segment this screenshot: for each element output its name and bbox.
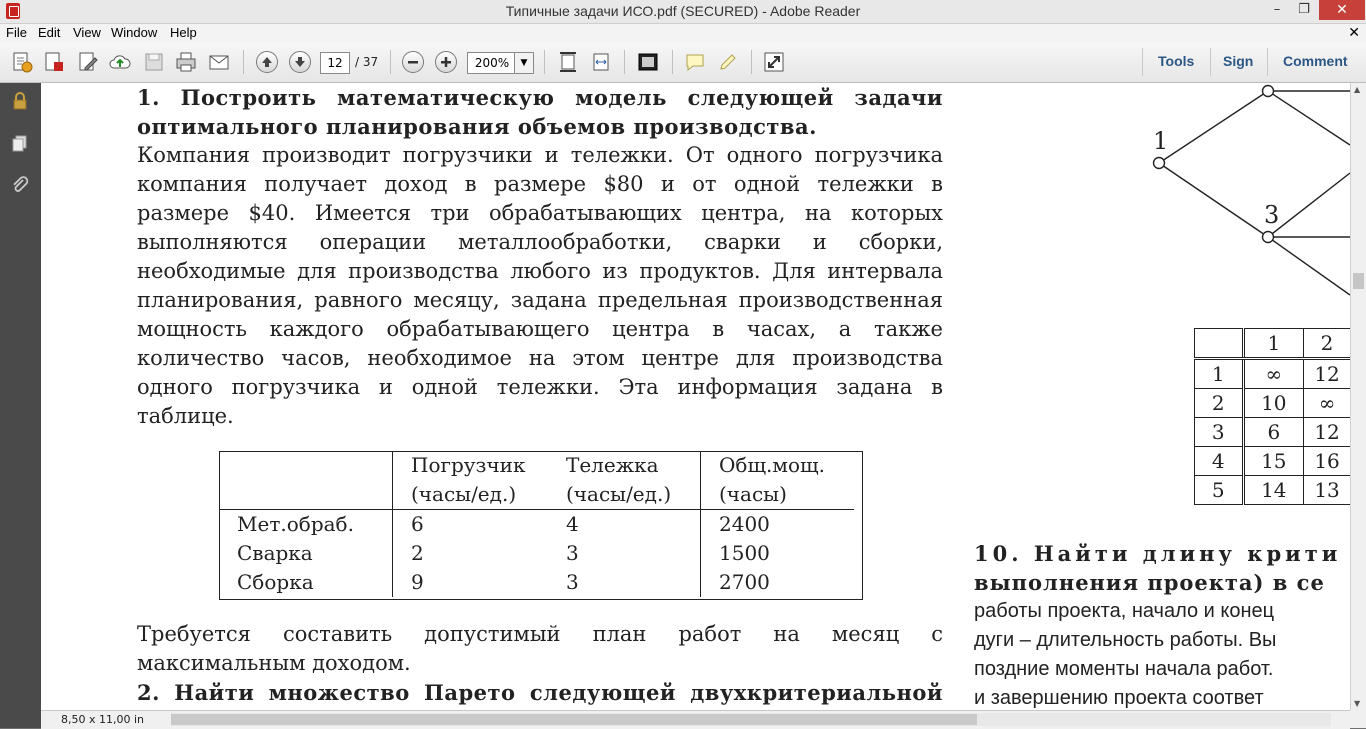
table-cell: Сварка: [219, 539, 393, 568]
menu-bar: [0, 24, 1366, 42]
fit-width-icon[interactable]: [589, 50, 613, 74]
save-icon[interactable]: [142, 50, 166, 74]
table-cell: 1: [1195, 359, 1244, 389]
table-header-cell: Тележка (часы/ед.): [548, 451, 701, 510]
table-cell: 9: [411, 570, 424, 594]
zoom-level-input[interactable]: 200%: [467, 52, 517, 74]
open-file-icon[interactable]: [10, 50, 34, 74]
zoom-out-button[interactable]: [402, 51, 424, 73]
scrollbar-thumb[interactable]: [1353, 273, 1364, 289]
table-cell: 12: [1304, 418, 1350, 447]
table-cell: Сборка: [219, 568, 393, 597]
vertical-scrollbar[interactable]: [1350, 83, 1366, 710]
body-text-line: дуги – длительность работы. Вы: [974, 629, 1277, 651]
table-cell: 4: [548, 510, 701, 540]
table-cell: 3: [548, 539, 701, 568]
table-cell: ∞: [1243, 359, 1304, 389]
toolbar-separator: [243, 50, 244, 74]
body-text-line: Компания производит погрузчики и тележки. От одного погрузчика: [137, 143, 943, 167]
cloud-upload-icon[interactable]: [108, 50, 132, 74]
table-cell: 10: [1243, 389, 1304, 418]
page-size-label: 8,50 x 11,00 in: [61, 713, 145, 726]
toolbar-separator: [390, 50, 391, 74]
scroll-down-icon[interactable]: ▼: [1354, 699, 1361, 708]
toolbar-separator: [1267, 48, 1268, 76]
problem-1-heading-line: 1. Построить математическую модель следующей задачи: [137, 85, 943, 110]
body-text-line: Требуется составить допустимый план работ на месяц с: [137, 622, 943, 646]
body-text-line: мощность каждого обрабатывающего центра в часах, а также: [137, 317, 943, 341]
attachments-icon[interactable]: [10, 175, 30, 195]
body-text-line: максимальным доходом.: [137, 651, 411, 675]
menu-view[interactable]: View: [73, 25, 101, 40]
body-text-line: размере $40. Имеется три обрабатывающих центра, на которых: [137, 201, 943, 225]
table-cell: 4: [1195, 447, 1244, 476]
page-total: / 37: [355, 55, 379, 69]
table-cell: 15: [1243, 447, 1304, 476]
body-text-line: планирования, равного месяцу, задана предельная производственная: [137, 288, 943, 312]
graph-node-label: 3: [1264, 201, 1280, 229]
graph-node-label: 1: [1153, 127, 1169, 155]
table-cell: 2400: [719, 512, 770, 536]
problem-2-heading-line: 2. Найти множество Парето следующей двухкритериальной: [137, 680, 943, 705]
close-button[interactable]: ✕: [1319, 0, 1365, 20]
table-header-cell: Погрузчик (часы/ед.): [393, 451, 549, 510]
window-title: Типичные задачи ИСО.pdf (SECURED) - Adobe Reader: [505, 3, 861, 19]
toolbar-separator: [1210, 48, 1211, 76]
horizontal-scrollbar[interactable]: [171, 713, 1331, 726]
table-row: [1195, 476, 1351, 505]
comment-pane-button[interactable]: Comment: [1283, 53, 1348, 69]
problem-10-heading-line: выполнения проекта) в се: [974, 570, 1325, 595]
plus-icon: [436, 52, 456, 72]
maximize-button[interactable]: ❐: [1298, 2, 1310, 17]
table-cell: 12: [1304, 359, 1350, 389]
menu-window[interactable]: Window: [111, 25, 158, 40]
table-cell: 16: [1304, 447, 1350, 476]
problem-1-heading-line: оптимального планирования объемов производства.: [137, 114, 817, 139]
toolbar-separator: [751, 50, 752, 74]
edit-pdf-icon[interactable]: [76, 50, 100, 74]
body-text-line: компания получает доход в размере $80 и от одной тележки в: [137, 172, 943, 196]
fit-page-icon[interactable]: [556, 50, 580, 74]
table-header-cell: 1: [1243, 329, 1304, 359]
table-header-row: [219, 451, 854, 510]
minus-icon: [403, 52, 423, 72]
body-text-line: работы проекта, начало и конец: [974, 600, 1275, 622]
table-cell: 3: [1195, 418, 1244, 447]
body-text-line: поздние моменты начала работ.: [974, 658, 1274, 680]
arrow-down-icon: [290, 52, 310, 72]
create-pdf-icon[interactable]: [42, 50, 66, 74]
status-bar: [41, 710, 1350, 729]
table-row: [219, 510, 854, 540]
table-header-row: [1195, 329, 1351, 359]
table-cell: 2700: [719, 570, 770, 594]
table-row: [1195, 418, 1351, 447]
previous-page-button[interactable]: [256, 51, 278, 73]
minimize-button[interactable]: –: [1273, 2, 1281, 17]
body-text-line: количество часов, необходимое на этом центре для производства: [137, 346, 943, 370]
next-page-button[interactable]: [289, 51, 311, 73]
network-graph: [1121, 83, 1350, 323]
table-cell: ∞: [1304, 389, 1350, 418]
highlight-icon[interactable]: [716, 50, 740, 74]
graph-node: [1154, 158, 1165, 169]
table-cell: 6: [411, 512, 424, 536]
table-header-cell: [1195, 329, 1244, 359]
arrow-up-icon: [257, 52, 277, 72]
body-text-line: и завершению проекта соответ: [974, 687, 1264, 709]
table-cell: 2: [411, 541, 424, 565]
menu-help[interactable]: Help: [170, 25, 197, 40]
zoom-in-button[interactable]: [435, 51, 457, 73]
toolbar-separator: [1142, 48, 1143, 76]
table-row: [1195, 447, 1351, 476]
page-number-input[interactable]: 12: [320, 52, 350, 74]
sticky-note-icon[interactable]: [683, 50, 707, 74]
body-text-line: выполняются операции металлообработки, сварки и сборки,: [137, 230, 943, 254]
table-header-cell: 2: [1304, 329, 1350, 359]
toolbar-separator: [624, 50, 625, 74]
scrollbar-thumb[interactable]: [171, 714, 977, 725]
navigation-panel: [0, 83, 41, 728]
lock-icon[interactable]: [10, 91, 30, 111]
print-icon[interactable]: [174, 50, 198, 74]
title-bar: [0, 0, 1366, 24]
document-view[interactable]: [41, 83, 1350, 710]
table-header-cell: [219, 451, 393, 510]
close-document-icon[interactable]: ✕: [1348, 24, 1360, 40]
read-mode-icon[interactable]: [636, 50, 660, 74]
table-cell: 6: [1243, 418, 1304, 447]
menu-edit[interactable]: Edit: [38, 25, 61, 40]
table-cell: 1500: [719, 541, 770, 565]
table-cell: 3: [548, 568, 701, 597]
menu-file[interactable]: File: [6, 25, 27, 40]
table-cell: Мет.обраб.: [219, 510, 393, 540]
table-header-cell: Общ.мощ. (часы): [701, 451, 855, 510]
full-screen-icon[interactable]: [762, 50, 786, 74]
scroll-corner: [1350, 710, 1366, 728]
table-cell: 2: [1195, 389, 1244, 418]
toolbar: [0, 42, 1366, 83]
body-text-line: таблице.: [137, 404, 234, 428]
problem-10-heading-line: 10. Найти длину крити: [974, 541, 1342, 566]
table-row: [1195, 359, 1351, 389]
body-text-line: необходимые для производства любого из продуктов. Для интервала: [137, 259, 943, 283]
toolbar-separator: [544, 50, 545, 74]
distance-matrix: [1194, 328, 1350, 505]
table-cell: 14: [1243, 476, 1304, 505]
table-cell: 5: [1195, 476, 1244, 505]
table-row: [1195, 389, 1351, 418]
table-row: [219, 539, 854, 568]
graph-node: [1263, 86, 1274, 97]
production-table: [219, 451, 854, 597]
scroll-up-icon[interactable]: ▲: [1354, 85, 1361, 94]
graph-node: [1263, 232, 1274, 243]
tools-pane-button[interactable]: Tools: [1158, 53, 1195, 69]
table-cell: 13: [1304, 476, 1350, 505]
toolbar-separator: [672, 50, 673, 74]
body-text-line: одного погрузчика и одной тележки. Эта информация задана в: [137, 375, 943, 399]
page-thumbnails-icon[interactable]: [10, 133, 30, 153]
email-icon[interactable]: [207, 50, 231, 74]
sign-pane-button[interactable]: Sign: [1223, 53, 1254, 69]
table-row: [219, 568, 854, 597]
zoom-dropdown-button[interactable]: ▼: [514, 52, 534, 74]
